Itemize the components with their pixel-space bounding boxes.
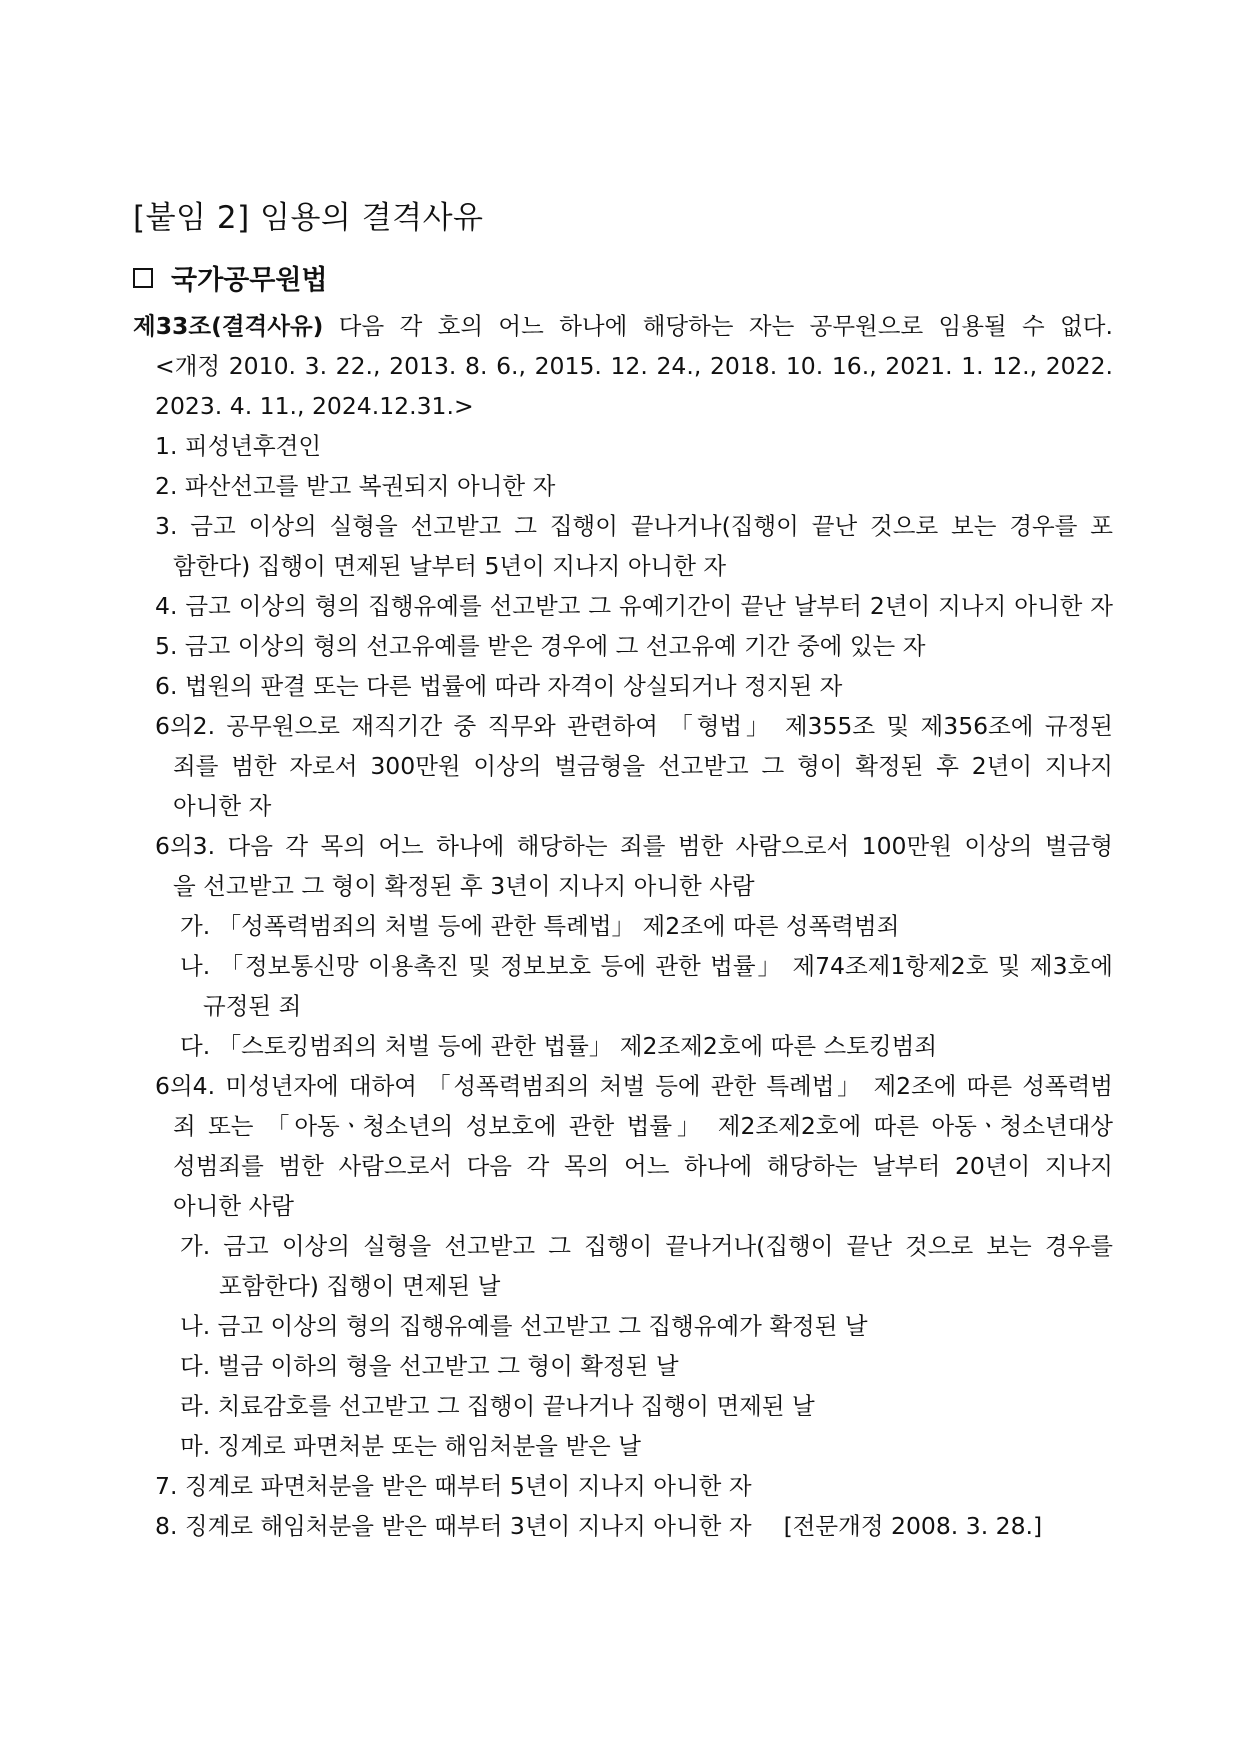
item-5: 5. 금고 이상의 형의 선고유예를 받은 경우에 그 선고유예 기간 중에 있는 자 bbox=[155, 632, 926, 660]
item-6-4-line-3: 성범죄를 범한 사람으로서 다음 각 목의 어느 하나에 해당하는 날부터 20년이 지나지 bbox=[173, 1152, 1113, 1180]
item-6-3-sub-na-line-1: 나. 「정보통신망 이용촉진 및 정보보호 등에 관한 법률」 제74조제1항제2호 및 제3호에 bbox=[180, 952, 1113, 980]
article-body bbox=[133, 306, 1113, 1546]
amendment-line-1: <개정 2010. 3. 22., 2013. 8. 6., 2015. 12. 24., 2018. 10. 16., 2021. 1. 12., 2022. bbox=[155, 352, 1113, 380]
item-6-4-sub-da: 다. 벌금 이하의 형을 선고받고 그 형이 확정된 날 bbox=[180, 1352, 679, 1380]
item-6-2-line-1: 6의2. 공무원으로 재직기간 중 직무와 관련하여 「형법」 제355조 및 제356조에 규정된 bbox=[155, 712, 1113, 740]
item-6-4-sub-ga-line-2: 포함한다) 집행이 면제된 날 bbox=[219, 1272, 501, 1300]
item-1: 1. 피성년후견인 bbox=[155, 432, 322, 460]
item-4: 4. 금고 이상의 형의 집행유예를 선고받고 그 유예기간이 끝난 날부터 2년이 지나지 아니한 자 bbox=[155, 592, 1113, 620]
item-6-4-line-4: 아니한 사람 bbox=[173, 1192, 294, 1220]
item-6-4-sub-na: 나. 금고 이상의 형의 집행유예를 선고받고 그 집행유예가 확정된 날 bbox=[180, 1312, 868, 1340]
item-8: 8. 징계로 해임처분을 받은 때부터 3년이 지나지 아니한 자 bbox=[155, 1512, 752, 1540]
item-6-4-line-1: 6의4. 미성년자에 대하여 「성폭력범죄의 처벌 등에 관한 특례법」 제2조에 따른 성폭력범 bbox=[155, 1072, 1113, 1100]
item-6-3-line-1: 6의3. 다음 각 목의 어느 하나에 해당하는 죄를 범한 사람으로서 100만원 이상의 벌금형 bbox=[155, 832, 1113, 860]
item-6-3-sub-ga: 가. 「성폭력범죄의 처벌 등에 관한 특례법」 제2조에 따른 성폭력범죄 bbox=[180, 912, 900, 940]
page-title: [붙임 2] 임용의 결격사유 bbox=[133, 200, 484, 236]
item-6-2-line-3: 아니한 자 bbox=[173, 792, 272, 820]
item-6-4-line-2: 죄 또는 「아동ㆍ청소년의 성보호에 관한 법률」 제2조제2호에 따른 아동ㆍ청소년대상 bbox=[173, 1112, 1113, 1140]
item-2: 2. 파산선고를 받고 복권되지 아니한 자 bbox=[155, 472, 556, 500]
amendment-line-2: 2023. 4. 11., 2024.12.31.> bbox=[155, 392, 474, 420]
article-heading: 제33조(결격사유) bbox=[133, 312, 324, 340]
item-3-line-2: 함한다) 집행이 면제된 날부터 5년이 지나지 아니한 자 bbox=[173, 552, 727, 580]
checkbox-square-icon bbox=[133, 268, 153, 288]
item-8-line bbox=[133, 1506, 1113, 1546]
item-6-4-sub-ra: 라. 치료감호를 선고받고 그 집행이 끝나거나 집행이 면제된 날 bbox=[180, 1392, 815, 1420]
item-6-3-line-2: 을 선고받고 그 형이 확정된 후 3년이 지나지 아니한 사람 bbox=[173, 872, 755, 900]
item-6-4-sub-ma: 마. 징계로 파면처분 또는 해임처분을 받은 날 bbox=[180, 1432, 641, 1460]
article-intro-line bbox=[133, 306, 1113, 346]
item-6: 6. 법원의 판결 또는 다른 법률에 따라 자격이 상실되거나 정지된 자 bbox=[155, 672, 843, 700]
item-6-3-sub-na-line-2: 규정된 죄 bbox=[203, 992, 302, 1020]
item-6-3-sub-da: 다. 「스토킹범죄의 처벌 등에 관한 법률」 제2조제2호에 따른 스토킹범죄 bbox=[180, 1032, 938, 1060]
item-7: 7. 징계로 파면처분을 받은 때부터 5년이 지나지 아니한 자 bbox=[155, 1472, 752, 1500]
item-8-note: [전문개정 2008. 3. 28.] bbox=[783, 1512, 1043, 1540]
item-3-line-1: 3. 금고 이상의 실형을 선고받고 그 집행이 끝나거나(집행이 끝난 것으로 보는 경우를 포 bbox=[155, 512, 1113, 540]
section-title: 국가공무원법 bbox=[171, 265, 328, 296]
item-6-4-sub-ga-line-1: 가. 금고 이상의 실형을 선고받고 그 집행이 끝나거나(집행이 끝난 것으로 보는 경우를 bbox=[180, 1232, 1113, 1260]
item-6-2-line-2: 죄를 범한 자로서 300만원 이상의 벌금형을 선고받고 그 형이 확정된 후 2년이 지나지 bbox=[173, 752, 1113, 780]
article-intro: 다음 각 호의 어느 하나에 해당하는 자는 공무원으로 임용될 수 없다. bbox=[338, 312, 1113, 340]
section-heading bbox=[133, 258, 328, 297]
